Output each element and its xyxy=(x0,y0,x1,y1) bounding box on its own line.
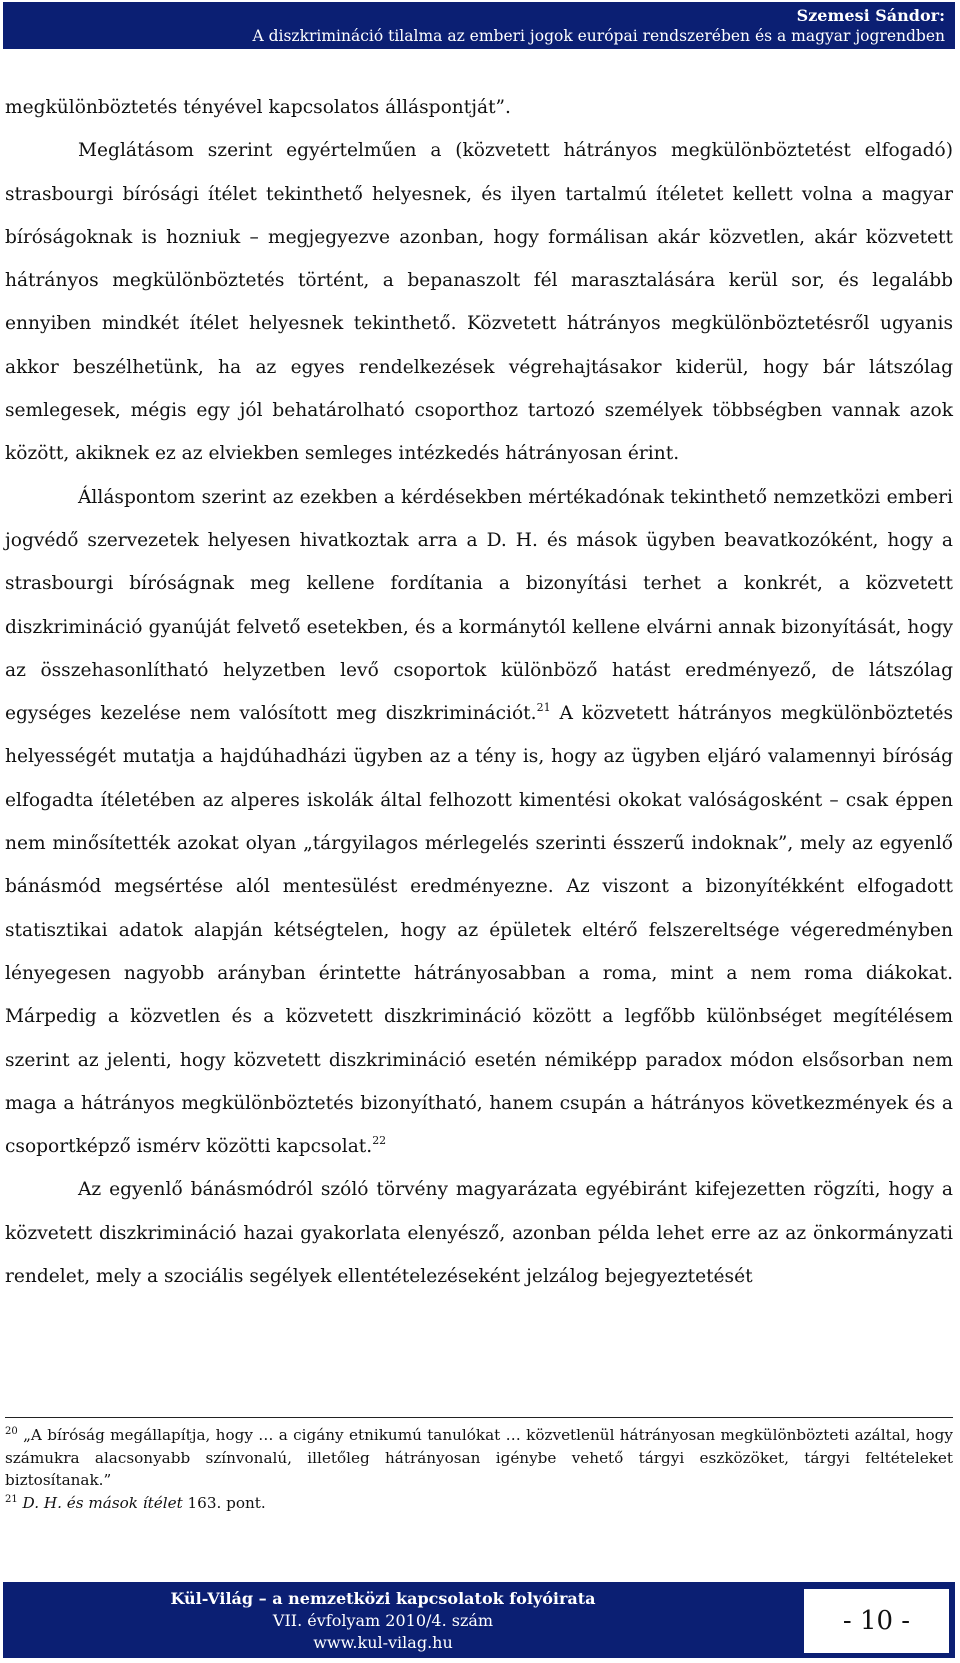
footnote-text-20: „A bíróság megállapítja, hogy … a cigány etnikumú tanulókat … közvetlenül hátrányosan megkülönbözteti azáltal, hogy számukra alacsonyabb színvonalú, illetőleg hátrányosan igénybe vehető tárgyi eszközöket, tárgyi feltételeket biztosítanak.” xyxy=(5,1426,953,1489)
footer-website-link[interactable]: www.kul-vilag.hu xyxy=(313,1633,453,1652)
footnote-number-21: 21 xyxy=(5,1493,18,1505)
paragraph-continuation: megkülönböztetés tényével kapcsolatos álláspontját”. xyxy=(5,97,511,118)
footnote-divider xyxy=(5,1417,953,1418)
header-article-title: A diszkrimináció tilalma az emberi jogok európai rendszerében és a magyar jogrendben xyxy=(252,27,945,45)
page-number: - 10 - xyxy=(803,1588,950,1654)
footnote-number-20: 20 xyxy=(5,1426,18,1437)
footer-journal-info xyxy=(3,1588,763,1654)
paragraph-position-part1: Álláspontom szerint az ezekben a kérdésekben mértékadónak tekinthető nemzetközi emberi jogvédő szervezetek helyesen hivatkoztak arra a D. H. és mások ügyben beavatkozóként, hogy a strasbourgi bíróságnak meg kellene fordítania a bizonyítási terhet a konkrét, a közvetett diszkrimináció gyanúját felvető esetekben, és a kormánytól kellene elvárni annak bizonyítását, hogy az összehasonlítható helyzetben levő csoportok különböző hatást eredményező, de látszólag egységes kezelése nem valósított meg diszkriminációt. xyxy=(5,486,953,725)
footnote-ref-22[interactable]: 22 xyxy=(372,1134,387,1148)
footnote-text-21: 163. pont. xyxy=(182,1493,266,1512)
footer-volume: VII. évfolyam 2010/4. szám xyxy=(272,1611,494,1630)
paragraph-position xyxy=(5,476,953,1169)
paragraph-equal-treatment: Az egyenlő bánásmódról szóló törvény magyarázata egyébiránt kifejezetten rögzíti, hogy a közvetett diszkrimináció hazai gyakorlata elenyésző, azonban példa lehet erre az az önkormányzati rendelet, mely a szociális segélyek ellentételezéseként jelzálog bejegyeztetését xyxy=(5,1179,953,1288)
header-author: Szemesi Sándor: xyxy=(796,6,945,25)
footnote-ref-21[interactable]: 21 xyxy=(536,701,551,715)
main-text xyxy=(5,86,953,1298)
footnote-case-name: D. H. és mások ítélet xyxy=(17,1493,183,1512)
footnote-20 xyxy=(5,1424,953,1492)
footer-journal-name: Kül-Világ – a nemzetközi kapcsolatok folyóirata xyxy=(170,1589,596,1608)
page-header xyxy=(3,2,955,49)
footnote-21 xyxy=(5,1492,953,1515)
footnotes xyxy=(5,1424,953,1514)
paragraph-opinion: Meglátásom szerint egyértelműen a (közvetett hátrányos megkülönböztetést elfogadó) strasbourgi bírósági ítélet tekinthető helyesnek, és ilyen tartalmú ítéletet kellett volna a magyar bíróságoknak is hozniuk – megjegyezve azonban, hogy formálisan akár közvetlen, akár közvetett hátrányos megkülönböztetés történt, a bepanaszolt fél marasztalására kerül sor, és legalább ennyiben mindkét ítélet helyesnek tekinthető. Közvetett hátrányos megkülönböztetésről ugyanis akkor beszélhetünk, ha az egyes rendelkezések végrehajtásakor kiderül, hogy bár látszólag semlegesek, mégis egy jól behatárolható csoporthoz tartozó személyek többségben vannak azok között, akiknek ez az elviekben semleges intézkedés hátrányosan érint. xyxy=(5,140,953,465)
paragraph-position-part2: A közvetett hátrányos megkülönböztetés helyességét mutatja a hajdúhadházi ügyben az a tény is, hogy az ügyben eljáró valamennyi bíróság elfogadta ítéletében az alperes iskolák által felhozott kimentési okokat valóságosként – csak éppen nem minősítették azokat olyan „tárgyilagos mérlegelés szerinti ésszerű indoknak”, mely az egyenlő bánásmód megsértése alól mentesülést eredményezne. Az viszont a bizonyítékként elfogadott statisztikai adatok alapján kétségtelen, hogy az épületek eltérő felszereltsége végeredményben lényegesen nagyobb arányban érintette hátrányosabban a roma, mint a nem roma diákokat. Márpedig a közvetlen és a közvetett diszkrimináció között a legfőbb különbséget megítélésem szerint az jelenti, hogy közvetett diszkrimináció esetén némiképp paradox módon elsősorban nem maga a hátrányos megkülönböztetés bizonyítható, hanem csupán a hátrányos következmények és a csoportképző ismérv közötti kapcsolat. xyxy=(5,703,953,1158)
page-footer xyxy=(3,1582,955,1658)
